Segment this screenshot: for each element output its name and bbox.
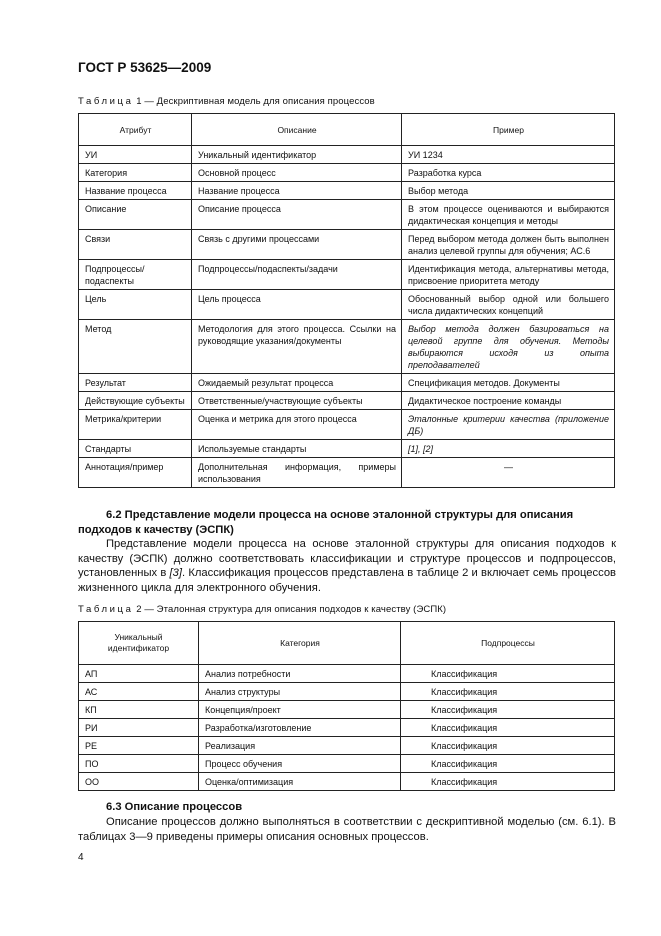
- table-cell: Связь с другими процессами: [192, 230, 402, 260]
- table-row: [79, 290, 615, 320]
- table-header-row: [79, 114, 615, 146]
- table1-caption-text: 1 — Дескриптивная модель для описания процессов: [136, 96, 375, 107]
- table-cell: Дополнительная информация, примеры использования: [192, 458, 402, 488]
- table-cell: В этом процессе оцениваются и выбираются дидактическая концепция и методы: [402, 200, 615, 230]
- table-cell: Метод: [79, 320, 192, 374]
- table-cell: Описание: [79, 200, 192, 230]
- table-cell: РИ: [79, 719, 199, 737]
- table-cell: Классификация: [401, 665, 615, 683]
- table-row: [79, 440, 615, 458]
- table-cell: Перед выбором метода должен быть выполнен анализ целевой группы для обучения; АС.6: [402, 230, 615, 260]
- table-cell: Дидактическое построение команды: [402, 392, 615, 410]
- table-cell: Название процесса: [79, 182, 192, 200]
- table-cell: Анализ структуры: [199, 683, 401, 701]
- table-cell: Классификация: [401, 701, 615, 719]
- section-6-2-paragraph: [78, 537, 616, 595]
- section-number: 6.2: [106, 509, 122, 521]
- table-row: [79, 260, 615, 290]
- table-row: [79, 230, 615, 260]
- table-cell: Выбор метода: [402, 182, 615, 200]
- descriptive-model-table: [78, 113, 615, 488]
- paragraph-text: Представление модели процесса на основе эталонной структуры для описания подходов к качеству (ЭСПК) должно соответствовать классификации и структуре процессов и подпроцессов, установленных в: [78, 538, 616, 580]
- table-cell: Классификация: [401, 719, 615, 737]
- table-cell: —: [402, 458, 615, 488]
- table-cell: Методология для этого процесса. Ссылки на руководящие указания/документы: [192, 320, 402, 374]
- table2-caption: [78, 604, 446, 615]
- table-cell: Результат: [79, 374, 192, 392]
- table-row: [79, 164, 615, 182]
- table-cell: ОО: [79, 773, 199, 791]
- section-title: Описание процессов: [124, 801, 243, 813]
- table-row: [79, 410, 615, 440]
- table-cell: Классификация: [401, 737, 615, 755]
- table1-caption: [78, 96, 375, 107]
- column-header: Описание: [192, 114, 402, 146]
- table-cell: Аннотация/пример: [79, 458, 192, 488]
- table-cell: Используемые стандарты: [192, 440, 402, 458]
- table1-caption-word: Таблица: [78, 96, 134, 107]
- table-cell: Классификация: [401, 755, 615, 773]
- table-row: [79, 200, 615, 230]
- section-number: 6.3: [106, 801, 122, 813]
- table-row: [79, 701, 615, 719]
- column-header: Пример: [402, 114, 615, 146]
- table-row: [79, 755, 615, 773]
- table-cell: Классификация: [401, 773, 615, 791]
- table-row: [79, 683, 615, 701]
- table-cell: УИ: [79, 146, 192, 164]
- reference-link: [3]: [169, 567, 182, 580]
- column-header: Атрибут: [79, 114, 192, 146]
- table-cell: Подпроцессы/подаспекты: [79, 260, 192, 290]
- table-cell: АС: [79, 683, 199, 701]
- table-cell: Стандарты: [79, 440, 192, 458]
- section-title: Представление модели процесса на основе эталонной структуры для описания подходов к качеству (ЭСПК): [78, 509, 574, 536]
- table-cell: Классификация: [401, 683, 615, 701]
- table-row: [79, 146, 615, 164]
- page-number: 4: [78, 852, 84, 863]
- table-row: [79, 719, 615, 737]
- column-header: Уникальный идентификатор: [79, 622, 199, 665]
- table-cell: Подпроцессы/подаспекты/задачи: [192, 260, 402, 290]
- table-cell: Основной процесс: [192, 164, 402, 182]
- table-cell: РЕ: [79, 737, 199, 755]
- section-6-3-paragraph: Описание процессов должно выполняться в соответствии с дескриптивной моделью (см. 6.1). В таблицах 3—9 приведены примеры описания основных процессов.: [78, 816, 616, 843]
- table-row: [79, 737, 615, 755]
- table-cell: Процесс обучения: [199, 755, 401, 773]
- table-cell: Связи: [79, 230, 192, 260]
- table-cell: Идентификация метода, альтернативы метода, присвоение приоритета методу: [402, 260, 615, 290]
- table-cell: Описание процесса: [192, 200, 402, 230]
- table-cell: Концепция/проект: [199, 701, 401, 719]
- table-cell: Название процесса: [192, 182, 402, 200]
- section-6-2-heading: [78, 508, 616, 537]
- table-cell: Оценка/оптимизация: [199, 773, 401, 791]
- table-cell: УИ 1234: [402, 146, 615, 164]
- table-cell: Цель: [79, 290, 192, 320]
- table2-caption-word: Таблица: [78, 604, 134, 615]
- paragraph-text: . Классификация процессов представлена в таблице 2 и включает семь процессов жизненного цикла для электронного обучения.: [78, 567, 616, 594]
- table-cell: Метрика/критерии: [79, 410, 192, 440]
- table-row: [79, 458, 615, 488]
- table-cell: Разработка/изготовление: [199, 719, 401, 737]
- table-cell: Категория: [79, 164, 192, 182]
- table-cell: Ожидаемый результат процесса: [192, 374, 402, 392]
- table-cell: АП: [79, 665, 199, 683]
- standard-header: ГОСТ Р 53625—2009: [78, 60, 212, 75]
- table-cell: Реализация: [199, 737, 401, 755]
- section-6-3-heading: [78, 800, 616, 815]
- table-cell: Спецификация методов. Документы: [402, 374, 615, 392]
- column-header: Категория: [199, 622, 401, 665]
- table-cell: Цель процесса: [192, 290, 402, 320]
- table-row: [79, 374, 615, 392]
- table-cell: Анализ потребности: [199, 665, 401, 683]
- table-header-row: [79, 622, 615, 665]
- table-cell: Уникальный идентификатор: [192, 146, 402, 164]
- table-cell: Ответственные/участвующие субъекты: [192, 392, 402, 410]
- table-row: [79, 320, 615, 374]
- table-cell: ПО: [79, 755, 199, 773]
- table-cell: Действующие субъекты: [79, 392, 192, 410]
- table-row: [79, 665, 615, 683]
- table-row: [79, 182, 615, 200]
- table-cell: Оценка и метрика для этого процесса: [192, 410, 402, 440]
- table-cell: КП: [79, 701, 199, 719]
- table-row: [79, 773, 615, 791]
- table-cell: Эталонные критерии качества (приложение ДБ): [402, 410, 615, 440]
- table-cell: [1], [2]: [402, 440, 615, 458]
- table-cell: Выбор метода должен базироваться на целевой группе для обучения. Методы выбираются исходя из опыта преподавателей: [402, 320, 615, 374]
- table-row: [79, 392, 615, 410]
- reference-framework-table: [78, 621, 615, 791]
- table2-caption-text: 2 — Эталонная структура для описания подходов к качеству (ЭСПК): [136, 604, 447, 615]
- column-header: Подпроцессы: [401, 622, 615, 665]
- table-cell: Обоснованный выбор одной или большего числа дидактических концепций: [402, 290, 615, 320]
- table-cell: Разработка курса: [402, 164, 615, 182]
